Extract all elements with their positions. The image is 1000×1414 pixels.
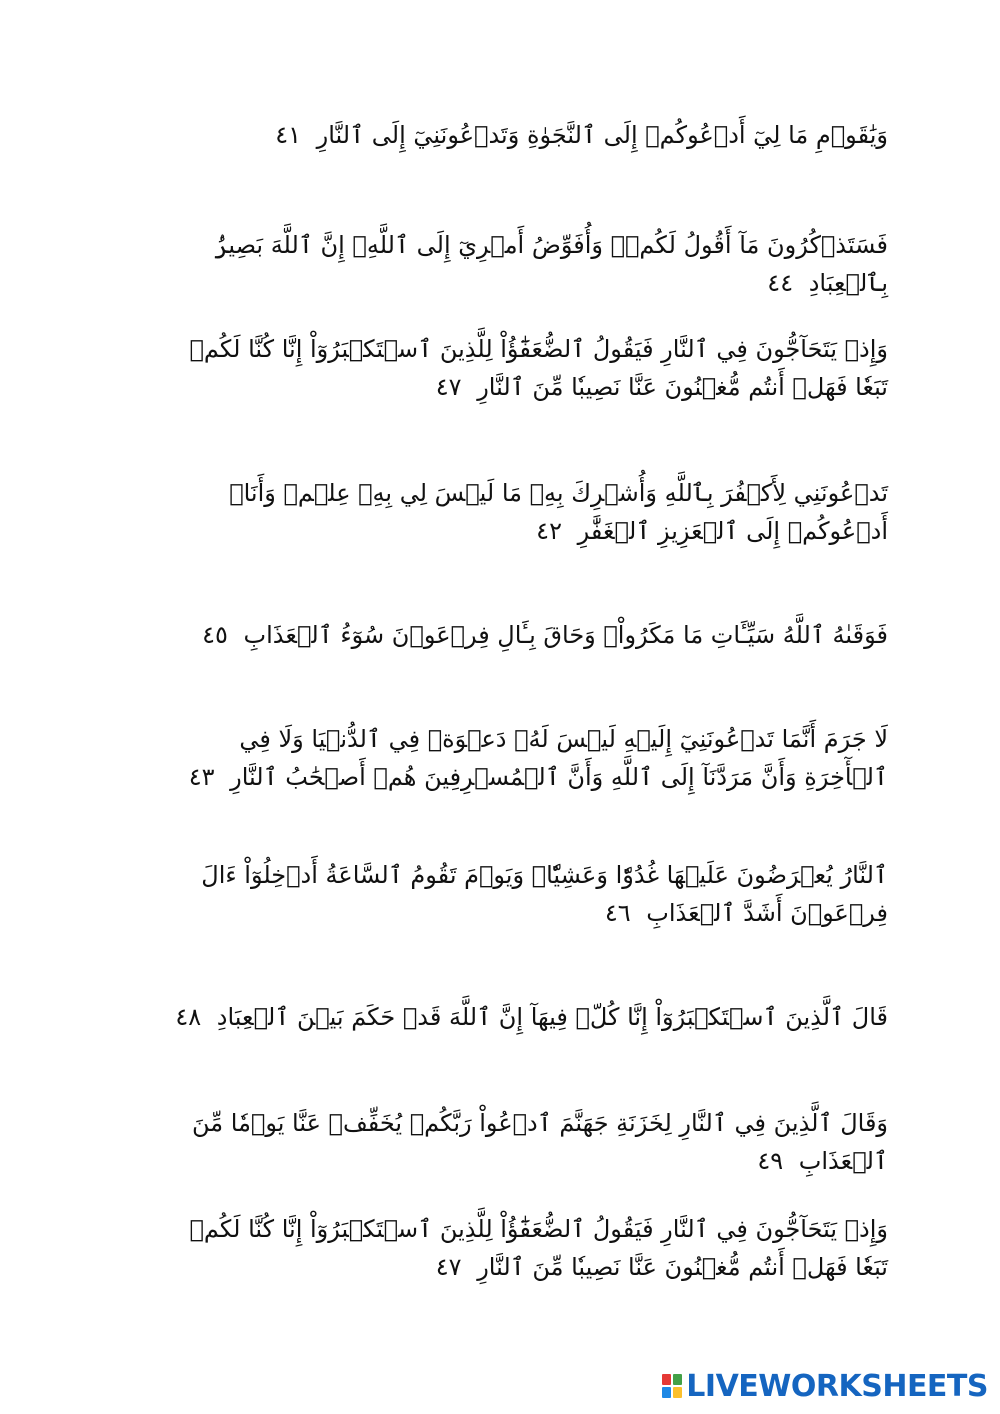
verse-number: ٤٩ (757, 1147, 784, 1175)
verse-6 (150, 720, 888, 796)
verse-text: فَسَتَذۡكُرُونَ مَآ أَقُولُ لَكُمۡۚ وَأُفَوِّضُ أَمۡرِيٓ إِلَى ٱللَّهِۚ إِنَّ ٱللَّهَ بَصِيرُۢ بِٱلۡعِبَادِ (214, 231, 888, 297)
verse-number: ٤٨ (175, 1003, 202, 1031)
verse-5 (150, 616, 888, 654)
verse-number: ٤٥ (202, 621, 228, 649)
verse-10 (150, 1210, 888, 1286)
verse-number: ٤١ (275, 121, 301, 149)
verse-2 (150, 226, 888, 302)
verse-8 (150, 998, 888, 1036)
verse-number: ٤٣ (188, 763, 215, 791)
verse-text: وَقَالَ ٱلَّذِينَ فِي ٱلنَّارِ لِخَزَنَةِ جَهَنَّمَ ٱدۡعُواْ رَبَّكُمۡ يُخَفِّفۡ عَنَّا يَوۡمٗا مِّنَ ٱلۡعَذَابِ (192, 1109, 888, 1175)
verse-number: ٤٧ (435, 373, 462, 401)
verse-number: ٤٤ (767, 269, 794, 297)
verse-number: ٤٧ (435, 1253, 462, 1281)
verse-text: قَالَ ٱلَّذِينَ ٱسۡتَكۡبَرُوٓاْ إِنَّا كُلّٞ فِيهَآ إِنَّ ٱللَّهَ قَدۡ حَكَمَ بَيۡنَ ٱلۡعِبَادِ (216, 1003, 888, 1031)
verse-number: ٤٢ (536, 517, 562, 545)
verse-number: ٤٦ (604, 899, 631, 927)
verse-4 (150, 474, 888, 550)
verse-9 (150, 1104, 888, 1180)
verse-text: ٱلنَّارُ يُعۡرَضُونَ عَلَيۡهَا غُدُوّٗا وَعَشِيّٗاۖ وَيَوۡمَ تَقُومُ ٱلسَّاعَةُ أَدۡخِلُوٓاْ ءَالَ فِرۡعَوۡنَ أَشَدَّ ٱلۡعَذَابِ (201, 861, 888, 927)
logo-text: LIVEWORKSHEETS (686, 1368, 988, 1404)
verse-text: وَإِذۡ يَتَحَآجُّونَ فِي ٱلنَّارِ فَيَقُولُ ٱلضُّعَفَٰٓؤُاْ لِلَّذِينَ ٱسۡتَكۡبَرُوٓاْ إِنَّا كُنَّا لَكُمۡ تَبَعٗا فَهَلۡ أَنتُم مُّغۡنُونَ عَنَّا نَصِيبٗا مِّنَ ٱلنَّارِ (189, 335, 888, 401)
verse-text: وَيَٰقَوۡمِ مَا لِيٓ أَدۡعُوكُمۡ إِلَى ٱلنَّجَوٰةِ وَتَدۡعُونَنِيٓ إِلَى ٱلنَّارِ (316, 121, 888, 149)
verse-text: لَا جَرَمَ أَنَّمَا تَدۡعُونَنِيٓ إِلَيۡهِ لَيۡسَ لَهُۥ دَعۡوَةٞ فِي ٱلدُّنۡيَا وَلَا فِي ٱلۡأٓخِرَةِ وَأَنَّ مَرَدَّنَآ إِلَى ٱللَّهِ وَأَنَّ ٱلۡمُسۡرِفِينَ هُمۡ أَصۡحَٰبُ ٱلنَّارِ (230, 725, 888, 791)
verse-7 (150, 856, 888, 932)
verse-1 (150, 116, 888, 154)
liveworksheets-logo (662, 1366, 988, 1406)
verse-text: تَدۡعُونَنِي لِأَكۡفُرَ بِٱللَّهِ وَأُشۡرِكَ بِهِۦ مَا لَيۡسَ لِي بِهِۦ عِلۡمٞ وَأَنَا۠ أَدۡعُوكُمۡ إِلَى ٱلۡعَزِيزِ ٱلۡغَفَّٰرِ (229, 479, 888, 545)
verse-text: وَإِذۡ يَتَحَآجُّونَ فِي ٱلنَّارِ فَيَقُولُ ٱلضُّعَفَٰٓؤُاْ لِلَّذِينَ ٱسۡتَكۡبَرُوٓاْ إِنَّا كُنَّا لَكُمۡ تَبَعٗا فَهَلۡ أَنتُم مُّغۡنُونَ عَنَّا نَصِيبٗا مِّنَ ٱلنَّارِ (189, 1215, 888, 1281)
verse-3 (150, 330, 888, 406)
liveworksheets-logo-icon (662, 1374, 682, 1398)
verse-text: فَوَقَىٰهُ ٱللَّهُ سَيِّـَٔاتِ مَا مَكَرُواْۖ وَحَاقَ بِـَٔالِ فِرۡعَوۡنَ سُوٓءُ ٱلۡعَذَابِ (243, 621, 888, 649)
